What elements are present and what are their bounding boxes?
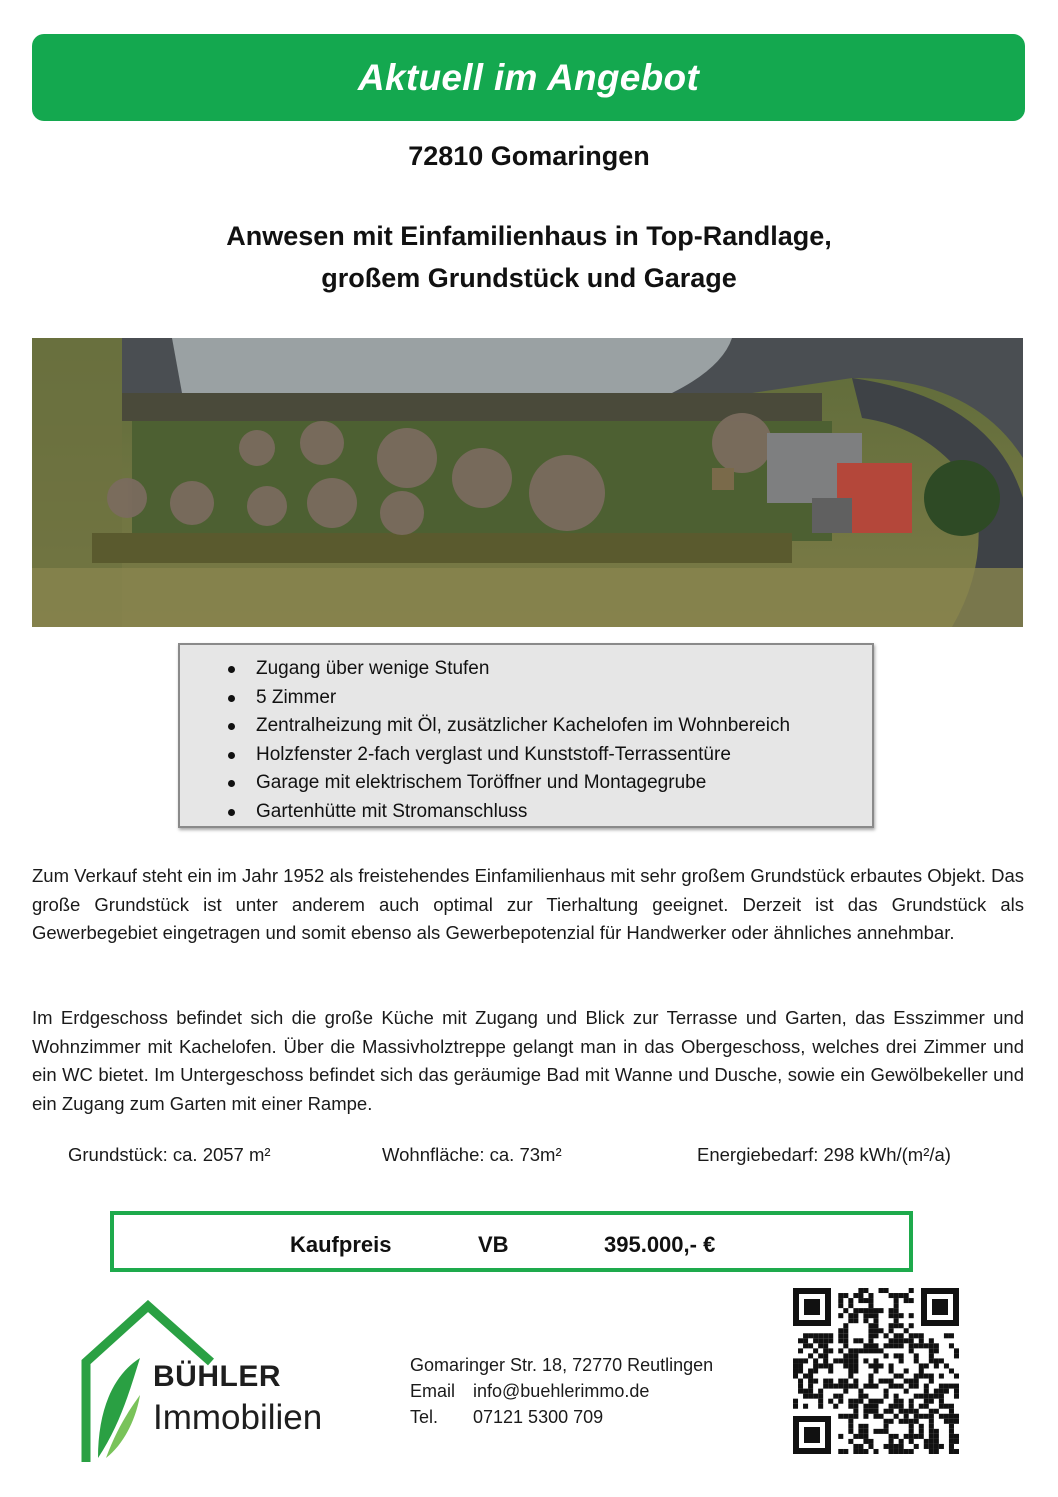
feature-item [180,798,872,827]
price-label: Kaufpreis [290,1232,392,1257]
bullet-icon [228,723,235,730]
phone-label: Tel. [410,1407,439,1427]
feature-item [180,712,872,741]
feature-text: Zentralheizung mit Öl, zusätzlicher Kachelofen im Wohnbereich [256,715,791,736]
phone-number[interactable]: 07121 5300 709 [473,1407,604,1427]
living-area: Wohnfläche: ca. 73m² [382,1144,562,1165]
price-terms: VB [478,1232,509,1257]
headline-line-2: großem Grundstück und Garage [321,263,737,293]
description-paragraph-2: Im Erdgeschoss befindet sich die große Küche mit Zugang und Blick zur Terrasse und Garten, das Esszimmer und Wohnzimmer mit Kachelofen. Über die Massivholztreppe gelangt man in das Obergeschoss, welches drei Zimmer und ein WC bietet. Im Untergeschoss befindet sich das geräumige Bad mit Wanne und Dusche, sowie ein Gewölbekeller und ein Zugang zum Garten mit einer Rampe. [32,1007,1024,1114]
feature-text: Gartenhütte mit Stromanschluss [256,800,528,822]
feature-item [180,769,872,798]
feature-text: Holzfenster 2-fach verglast und Kunststoff-Terrassentüre [256,743,731,765]
feature-item [180,655,872,684]
header-banner [32,34,1025,121]
contact-email-row [410,1381,650,1402]
description-paragraph-1: Zum Verkauf steht ein im Jahr 1952 als freistehendes Einfamilienhaus mit sehr großem Grundstück erbautes Objekt. Das große Grundstück ist unter anderem auch optimal zur Tierhaltung geeignet. Derzeit ist das Grundstück als Gewerbegebiet eingetragen und somit ebenso als Gewerbepotenzial für Handwerker oder ähnliches annehmbar. [32,865,1024,943]
bullet-icon [228,780,235,787]
banner-title: Aktuell im Angebot [357,56,700,98]
contact-address: Gomaringer Str. 18, 72770 Reutlingen [410,1355,714,1375]
brand-name: BÜHLER [153,1360,281,1393]
email-link[interactable]: info@buehlerimmo.de [473,1381,650,1401]
qr-code-icon[interactable] [793,1288,959,1454]
feature-item [180,684,872,713]
bullet-icon [228,666,235,673]
feature-text: 5 Zimmer [256,686,337,708]
bullet-icon [228,809,235,816]
feature-text: Garage mit elektrischem Toröffner und Montagegrube [256,772,707,793]
location-title: 72810 Gomaringen [408,141,650,171]
contact-phone-row [410,1407,604,1428]
feature-item [180,741,872,770]
bullet-icon [228,695,235,702]
headline-line-1: Anwesen mit Einfamilienhaus in Top-Randlage, [226,221,832,251]
plot-size: Grundstück: ca. 2057 m² [68,1144,271,1165]
energy-demand: Energiebedarf: 298 kWh/(m²/a) [697,1144,951,1165]
property-headline [0,215,1058,299]
features-box [178,643,874,828]
brand-subtitle: Immobilien [153,1398,323,1437]
email-label: Email [410,1381,456,1401]
price-box [110,1211,913,1272]
aerial-photo [32,338,1023,627]
price-amount: 395.000,- € [604,1232,716,1257]
feature-text: Zugang über wenige Stufen [256,658,490,679]
bullet-icon [228,752,235,759]
